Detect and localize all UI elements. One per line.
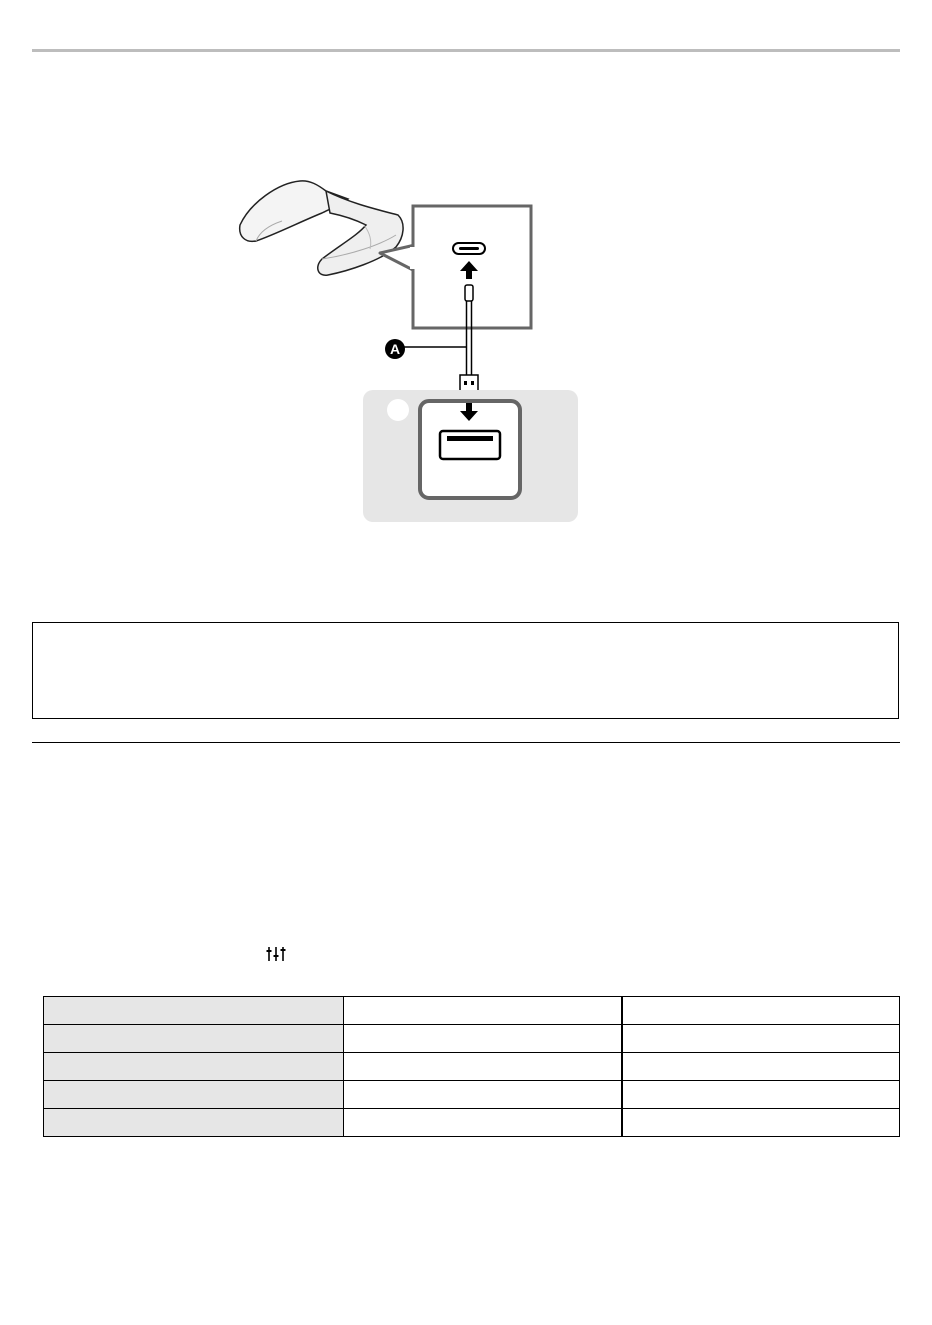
charging-illustration (230, 175, 590, 535)
table-cell (622, 1053, 900, 1081)
table-cell (344, 1025, 622, 1053)
table-cell (44, 1053, 344, 1081)
table-cell (44, 1025, 344, 1053)
table-cell (344, 1109, 622, 1137)
top-divider (32, 49, 900, 52)
section-divider (32, 742, 900, 743)
table-cell (622, 997, 900, 1025)
table-row (44, 1081, 900, 1109)
table-cell (44, 997, 344, 1025)
callout-a-label: A (389, 341, 401, 357)
table-row (44, 1109, 900, 1137)
note-box (32, 622, 899, 719)
table-cell (344, 1053, 622, 1081)
table-row (44, 997, 900, 1025)
table-row (44, 1025, 900, 1053)
table-cell (622, 1081, 900, 1109)
table-cell (44, 1081, 344, 1109)
sliders-icon (266, 945, 286, 963)
table-row (44, 1053, 900, 1081)
table-cell (44, 1109, 344, 1137)
table-cell (344, 1081, 622, 1109)
table-cell (622, 1025, 900, 1053)
usb-c-port-icon (453, 243, 485, 254)
neck-speaker-icon (240, 181, 403, 275)
table-cell (344, 997, 622, 1025)
spec-table (43, 996, 900, 1137)
table-cell (622, 1109, 900, 1137)
